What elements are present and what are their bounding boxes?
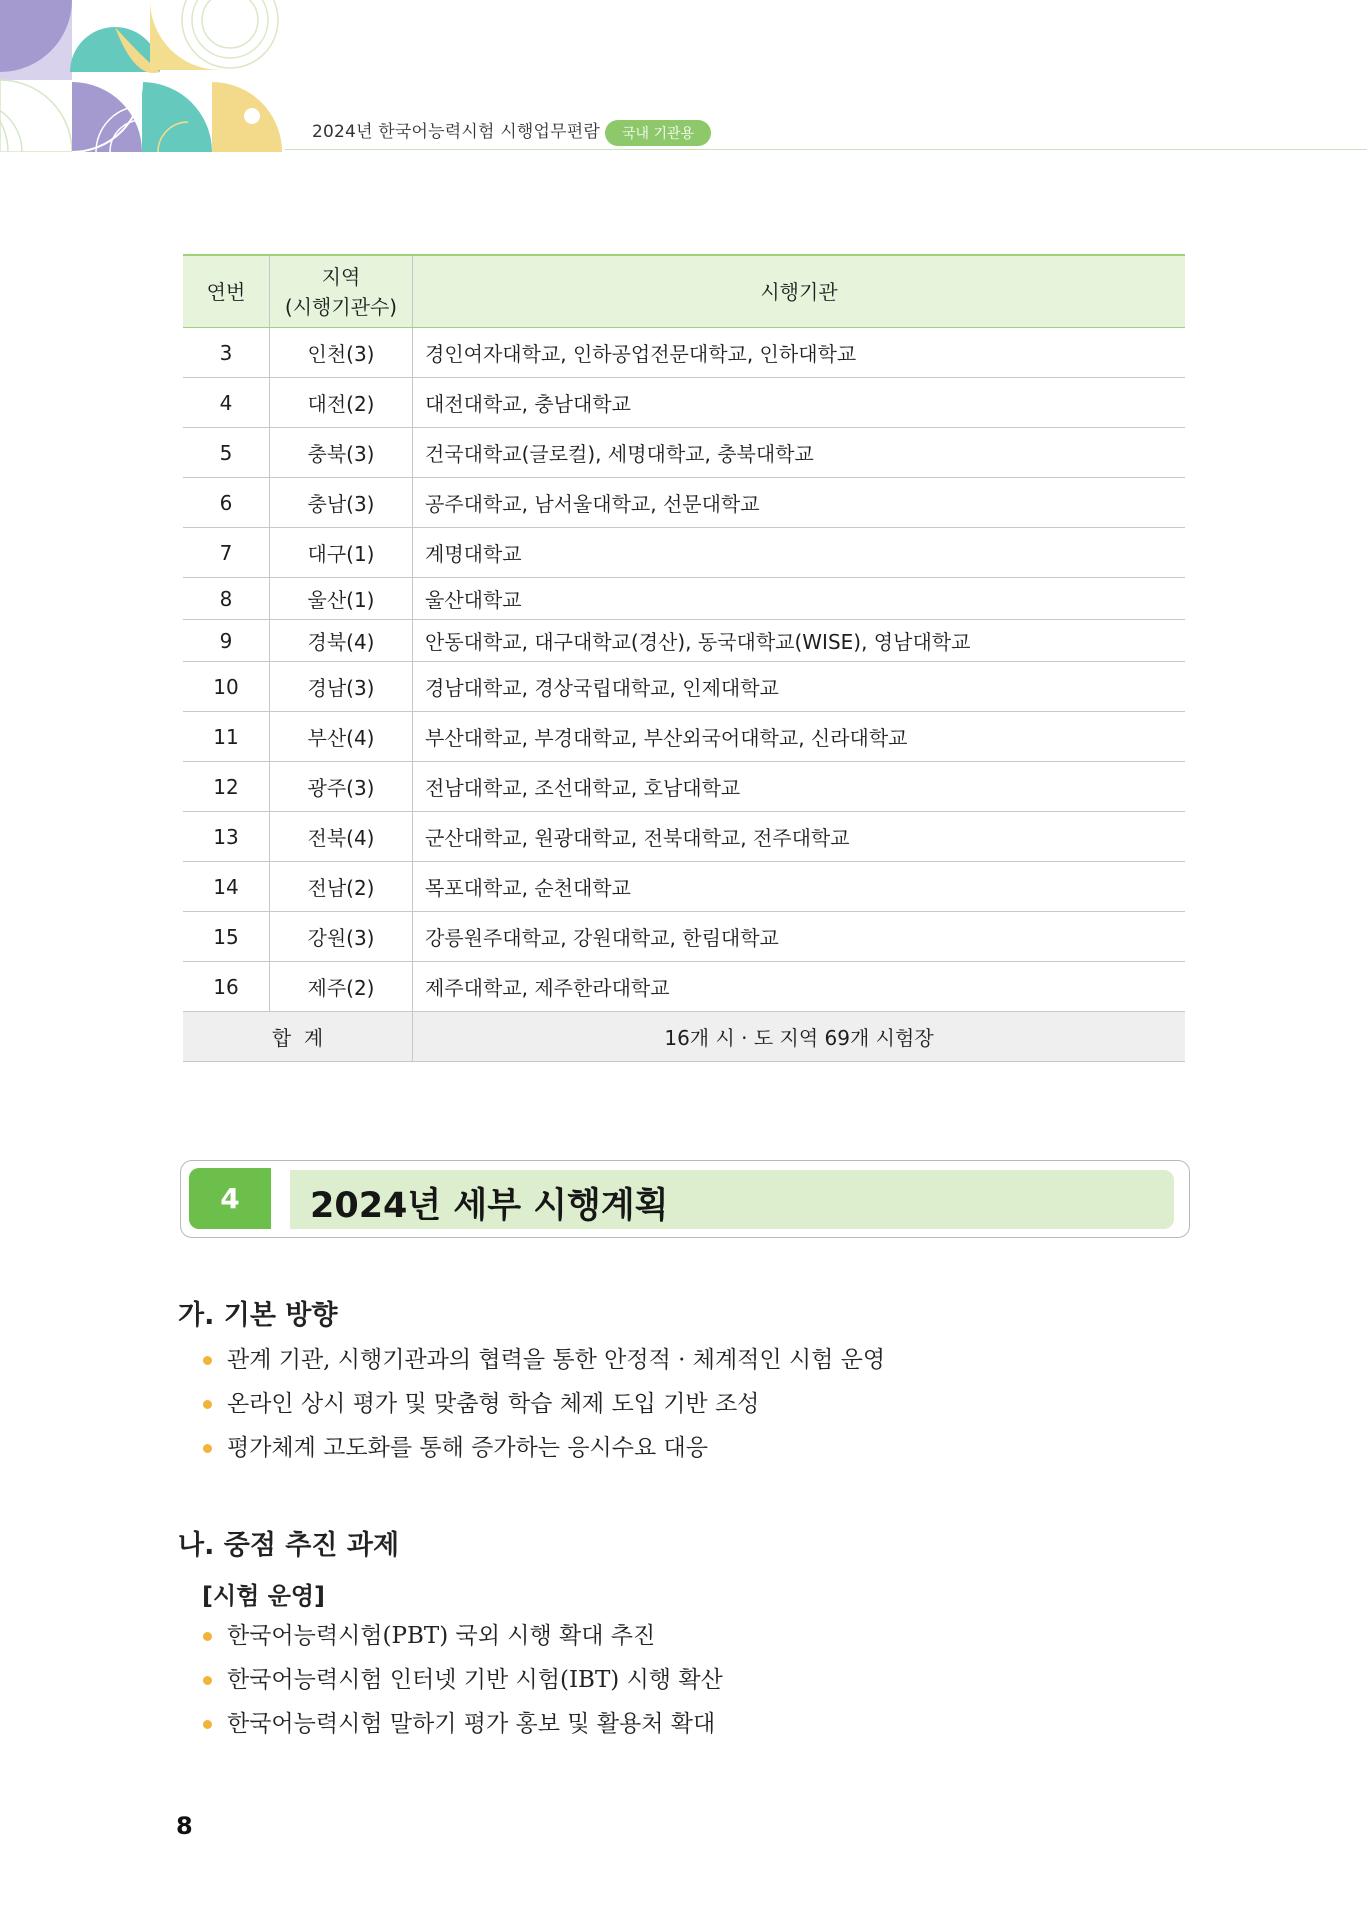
cell-region: 충남(3): [270, 478, 413, 528]
cell-institutions: 부산대학교, 부경대학교, 부산외국어대학교, 신라대학교: [413, 712, 1186, 762]
cell-region: 경북(4): [270, 620, 413, 662]
cell-region: 강원(3): [270, 912, 413, 962]
list-item: [200, 1614, 723, 1658]
basic-direction-list: [200, 1338, 885, 1470]
list-item-text: 평가체계 고도화를 통해 증가하는 응시수요 대응: [227, 1435, 708, 1461]
cell-no: 3: [183, 328, 270, 378]
table-header-row: [183, 255, 1185, 328]
cell-no: 15: [183, 912, 270, 962]
table-row: [183, 620, 1185, 662]
cell-region: 광주(3): [270, 762, 413, 812]
cell-region: 울산(1): [270, 578, 413, 620]
cell-region: 전남(2): [270, 862, 413, 912]
bullet-icon: [203, 1356, 212, 1365]
list-item-text: 한국어능력시험 말하기 평가 홍보 및 활용처 확대: [227, 1711, 716, 1737]
cell-institutions: 건국대학교(글로컬), 세명대학교, 충북대학교: [413, 428, 1186, 478]
cell-institutions: 공주대학교, 남서울대학교, 선문대학교: [413, 478, 1186, 528]
key-tasks-subheading: [시험 운영]: [202, 1582, 326, 1610]
header-badge: 국내 기관용: [605, 120, 711, 146]
cell-institutions: 계명대학교: [413, 528, 1186, 578]
cell-region: 부산(4): [270, 712, 413, 762]
cell-institutions: 군산대학교, 원광대학교, 전북대학교, 전주대학교: [413, 812, 1186, 862]
list-item-text: 한국어능력시험 인터넷 기반 시험(IBT) 시행 확산: [227, 1667, 723, 1693]
table-row: [183, 528, 1185, 578]
total-value: 16개 시 · 도 지역 69개 시험장: [413, 1012, 1186, 1062]
cell-institutions: 안동대학교, 대구대학교(경산), 동국대학교(WISE), 영남대학교: [413, 620, 1186, 662]
list-item-text: 한국어능력시험(PBT) 국외 시행 확대 추진: [227, 1623, 656, 1649]
header-region-line1: 지역: [321, 264, 361, 289]
bullet-icon: [203, 1632, 212, 1641]
section-divider: [274, 1161, 283, 1236]
cell-no: 13: [183, 812, 270, 862]
cell-institutions: 강릉원주대학교, 강원대학교, 한림대학교: [413, 912, 1186, 962]
list-item: [200, 1658, 723, 1702]
bullet-icon: [203, 1720, 212, 1729]
table-row: [183, 378, 1185, 428]
list-item: [200, 1338, 885, 1382]
key-tasks-list: [200, 1614, 723, 1746]
table-row: [183, 662, 1185, 712]
cell-region: 경남(3): [270, 662, 413, 712]
basic-direction-heading: 가. 기본 방향: [178, 1300, 338, 1331]
cell-institutions: 경남대학교, 경상국립대학교, 인제대학교: [413, 662, 1186, 712]
list-item: [200, 1426, 885, 1470]
list-item-text: 온라인 상시 평가 및 맞춤형 학습 체제 도입 기반 조성: [227, 1391, 760, 1417]
cell-institutions: 울산대학교: [413, 578, 1186, 620]
section-title: 2024년 세부 시행계획: [310, 1186, 669, 1226]
page-number: 8: [176, 1812, 193, 1840]
cell-institutions: 경인여자대학교, 인하공업전문대학교, 인하대학교: [413, 328, 1186, 378]
table-row: [183, 712, 1185, 762]
bullet-icon: [203, 1444, 212, 1453]
cell-region: 대구(1): [270, 528, 413, 578]
table-row: [183, 812, 1185, 862]
cell-no: 12: [183, 762, 270, 812]
bullet-icon: [203, 1400, 212, 1409]
cell-no: 9: [183, 620, 270, 662]
cell-no: 7: [183, 528, 270, 578]
table-row: [183, 328, 1185, 378]
cell-region: 제주(2): [270, 962, 413, 1012]
cell-no: 4: [183, 378, 270, 428]
cell-no: 8: [183, 578, 270, 620]
list-item: [200, 1702, 723, 1746]
cell-no: 16: [183, 962, 270, 1012]
cell-no: 11: [183, 712, 270, 762]
list-item-text: 관계 기관, 시행기관과의 협력을 통한 안정적 · 체계적인 시험 운영: [227, 1347, 886, 1373]
key-tasks-heading: 나. 중점 추진 과제: [178, 1530, 400, 1561]
bullet-icon: [203, 1676, 212, 1685]
header-divider: [285, 149, 1367, 150]
cell-no: 5: [183, 428, 270, 478]
header-no: 연번: [183, 255, 270, 328]
total-label: 합 계: [183, 1012, 413, 1062]
cell-institutions: 대전대학교, 충남대학교: [413, 378, 1186, 428]
header-region-line2: (시행기관수): [284, 294, 398, 319]
section-number: 4: [189, 1168, 271, 1229]
institution-table: [183, 254, 1185, 1062]
table-total-row: [183, 1012, 1185, 1062]
table-row: [183, 762, 1185, 812]
cell-no: 10: [183, 662, 270, 712]
table-row: [183, 578, 1185, 620]
cell-region: 전북(4): [270, 812, 413, 862]
table-row: [183, 862, 1185, 912]
table-row: [183, 962, 1185, 1012]
cell-institutions: 목포대학교, 순천대학교: [413, 862, 1186, 912]
table-row: [183, 478, 1185, 528]
cell-region: 대전(2): [270, 378, 413, 428]
cell-no: 14: [183, 862, 270, 912]
header-region: [270, 255, 413, 328]
cell-institutions: 제주대학교, 제주한라대학교: [413, 962, 1186, 1012]
list-item: [200, 1382, 885, 1426]
cell-institutions: 전남대학교, 조선대학교, 호남대학교: [413, 762, 1186, 812]
cell-no: 6: [183, 478, 270, 528]
header-decoration: [0, 0, 300, 152]
header-institutions: 시행기관: [413, 255, 1186, 328]
table-row: [183, 428, 1185, 478]
table-row: [183, 912, 1185, 962]
cell-region: 인천(3): [270, 328, 413, 378]
cell-region: 충북(3): [270, 428, 413, 478]
header-title: 2024년 한국어능력시험 시행업무편람: [312, 122, 600, 142]
